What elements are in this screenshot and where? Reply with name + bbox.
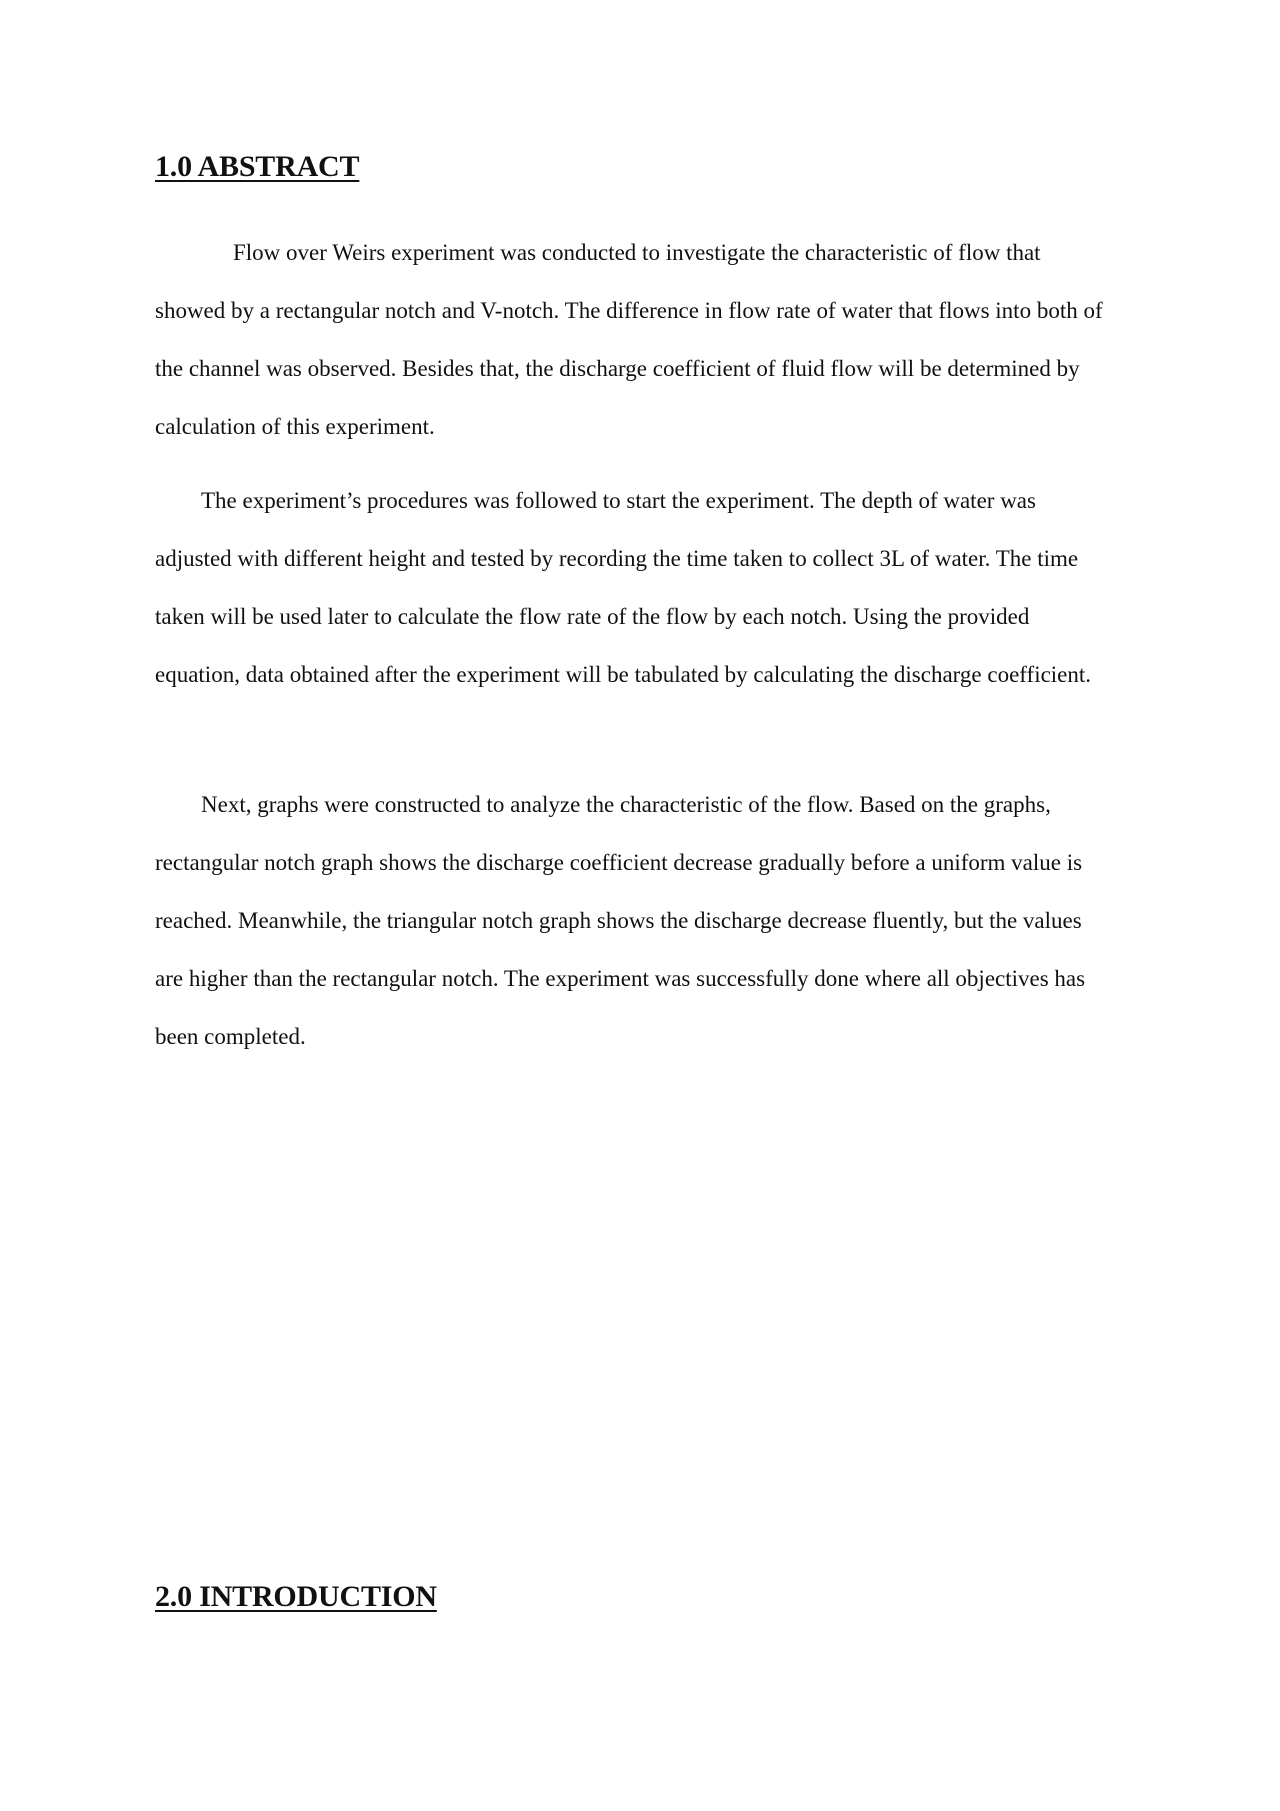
abstract-paragraph-2: The experiment’s procedures was followed to start the experiment. The depth of water was adjusted with different height and tested by recording the time taken to collect 3L of water. The time taken will be used later to calculate the flow rate of the flow by each notch. Using the provided equation, data obtained after the experiment will be tabulated by calculating the discharge coefficient.: [155, 488, 1092, 687]
abstract-paragraph-3: Next, graphs were constructed to analyze the characteristic of the flow. Based on the graphs, rectangular notch graph shows the discharge coefficient decrease gradually before a uniform value is reached. Meanwhile, the triangular notch graph shows the discharge decrease fluently, but the values are higher than the rectangular notch. The experiment was successfully done where all objectives has been completed.: [155, 792, 1086, 1049]
introduction-heading: 2.0 INTRODUCTION: [155, 1580, 437, 1613]
abstract-paragraph-1: Flow over Weirs experiment was conducted to investigate the characteristic of flow that showed by a rectangular notch and V-notch. The difference in flow rate of water that flows into both of the channel was observed. Besides that, the discharge coefficient of fluid flow will be determined by calculation of this experiment.: [155, 240, 1103, 439]
abstract-heading: 1.0 ABSTRACT: [155, 150, 360, 183]
